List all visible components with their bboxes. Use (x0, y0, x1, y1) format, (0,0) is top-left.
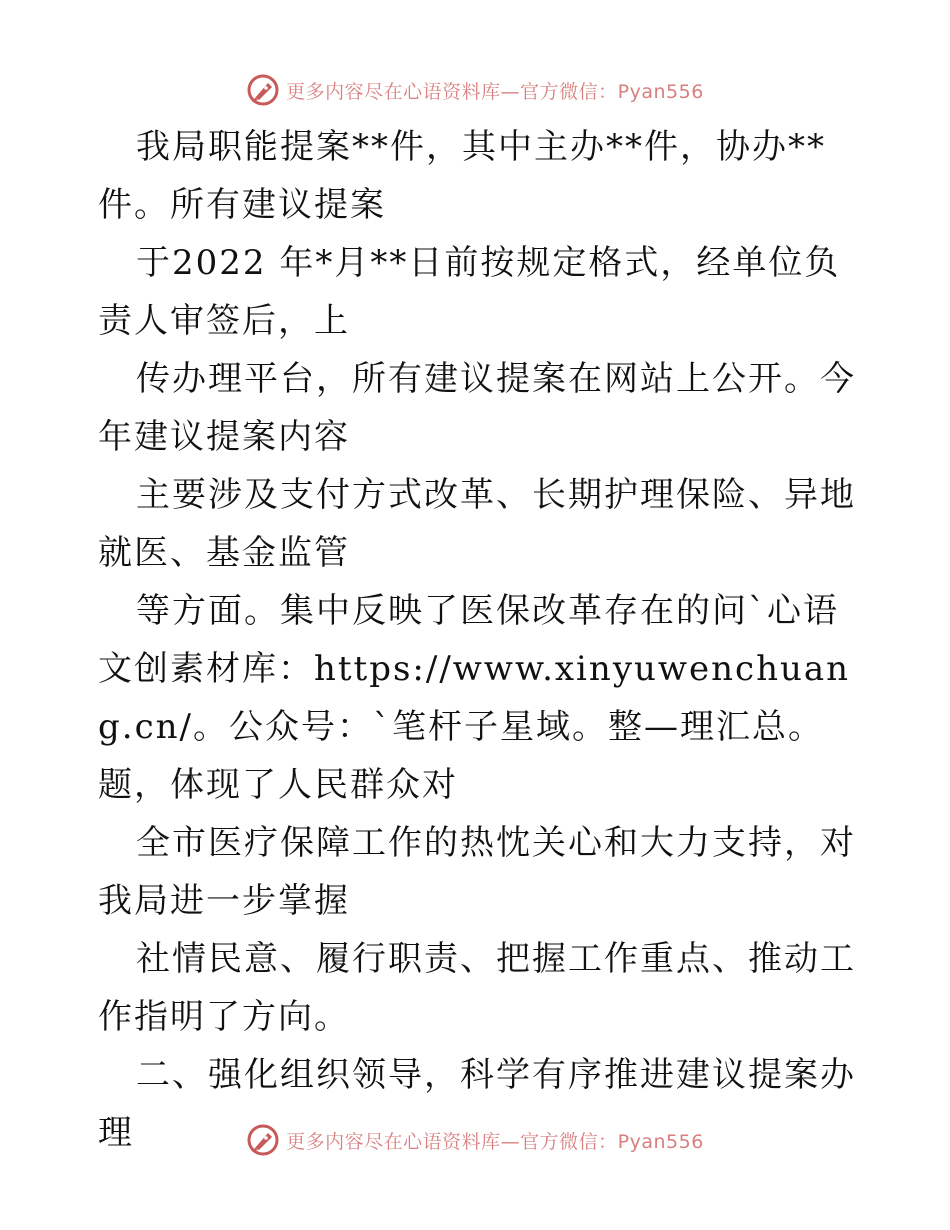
footer-banner-text: 更多内容尽在心语资料库—官方微信：Pyan556 (286, 1130, 704, 1153)
paragraph-2: 于2022 年*月**日前按规定格式，经单位负责人审签后，上 (98, 243, 841, 341)
header-banner (0, 70, 950, 110)
fountain-pen-logo-icon (246, 1123, 280, 1157)
header-banner-text: 更多内容尽在心语资料库—官方微信：Pyan556 (286, 80, 704, 103)
paragraph-7: 社情民意、履行职责、把握工作重点、推动工作指明了方向。 (98, 939, 856, 1037)
paragraph-5: 等方面。集中反映了医保改革存在的问`心语文创素材库：https://www.xinyuwenchuang.cn/。公众号：`笔杆子星域。整—理汇总。题，体现了人民群众对 (98, 591, 851, 805)
paragraph-3: 传办理平台，所有建议提案在网站上公开。今年建议提案内容 (98, 359, 856, 457)
paragraph-6: 全市医疗保障工作的热忱关心和大力支持，对我局进一步掌握 (98, 823, 856, 921)
section-heading: 二、强化组织领导，科学有序推进建议提案办理 (98, 1055, 856, 1153)
document-body (98, 118, 858, 1162)
fountain-pen-logo-icon (246, 73, 280, 107)
footer-banner (0, 1120, 950, 1160)
paragraph-1: 我局职能提案**件，其中主办**件，协办**件。所有建议提案 (98, 127, 826, 225)
paragraph-4: 主要涉及支付方式改革、长期护理保险、异地就医、基金监管 (98, 475, 856, 573)
